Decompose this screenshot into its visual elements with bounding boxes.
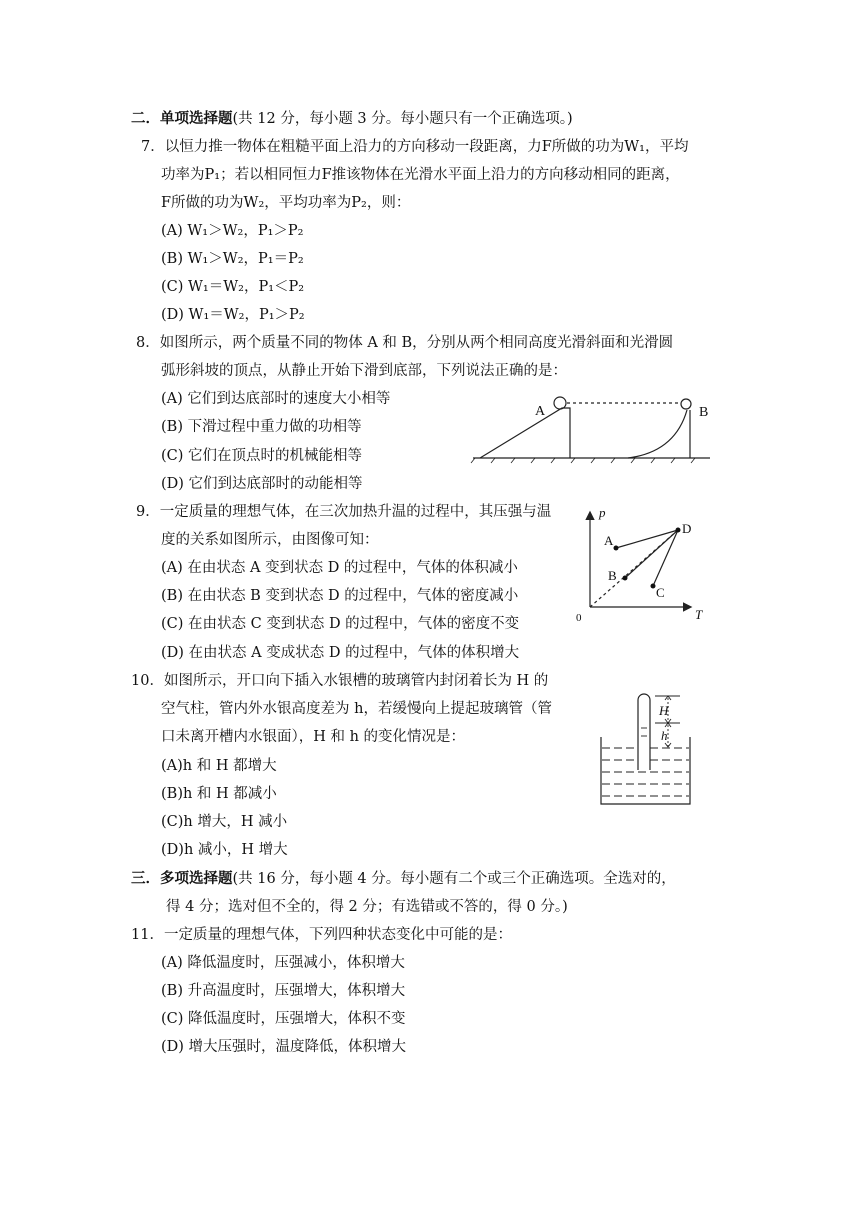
q10-option-b: (B)h 和 H 都减小 — [161, 786, 277, 802]
q8-stem-line2: 弧形斜坡的顶点，从静止开始下滑到底部，下列说法正确的是： — [161, 363, 567, 379]
label-b: B — [699, 405, 709, 420]
q11-option-c: (C) 降低温度时，压强增大，体积不变 — [161, 1011, 406, 1027]
line-c-d — [653, 530, 678, 586]
q7-stem-line1: 7．以恒力推一物体在粗糙平面上沿力的方向移动一段距离，力F所做的功为W₁，平均 — [141, 139, 689, 155]
q8-slopes-figure — [470, 392, 715, 467]
q11-option-b: (B) 升高温度时，压强增大，体积增大 — [161, 983, 406, 999]
q9-option-a: (A) 在由状态 A 变到状态 D 的过程中，气体的体积减小 — [161, 560, 518, 576]
section3-note-line2: 得 4 分；选对但不全的，得 2 分；有选错或不答的，得 0 分。) — [166, 899, 568, 915]
q7-option-a: (A) W₁＞W₂，P₁＞P₂ — [161, 223, 304, 239]
ground-hatching — [471, 458, 695, 463]
q10-tube-figure — [598, 690, 698, 808]
q7-option-d: (D) W₁＝W₂，P₁＞P₂ — [161, 307, 305, 323]
mercury-level-lines — [602, 728, 689, 796]
q10-option-d: (D)h 减小，H 增大 — [161, 842, 288, 858]
q9-pt-graph — [570, 505, 710, 625]
label-a: A — [535, 404, 546, 419]
point-label-a: A — [604, 533, 614, 548]
q10-stem-line1: 10．如图所示，开口向下插入水银槽的玻璃管内封闭着长为 H 的 — [131, 673, 549, 689]
q7-stem-line2: 功率为P₁；若以相同恒力F推该物体在光滑水平面上沿力的方向移动相同的距离， — [161, 167, 680, 183]
q8-stem-line1: 8．如图所示，两个质量不同的物体 A 和 B，分别从两个相同高度光滑斜面和光滑圆 — [136, 335, 674, 351]
q7-option-c: (C) W₁＝W₂，P₁＜P₂ — [161, 279, 305, 295]
section3-title — [131, 869, 676, 889]
point-label-d: D — [682, 521, 692, 536]
section3-note: (共 16 分，每小题 4 分。每小题有二个或三个正确选项。全选对的， — [232, 871, 676, 887]
label-air-column-h: H — [659, 703, 669, 718]
point-c — [651, 584, 656, 589]
point-label-b: B — [608, 568, 617, 583]
section2-note: (共 12 分，每小题 3 分。每小题只有一个正确选项。) — [232, 111, 573, 127]
q10-option-c: (C)h 增大，H 减小 — [161, 814, 288, 830]
q10-option-a: (A)h 和 H 都增大 — [161, 758, 277, 774]
axis-label-t: T — [695, 607, 703, 622]
incline-ramp — [480, 408, 570, 458]
q8-option-c: (C) 它们在顶点时的机械能相等 — [161, 448, 363, 464]
section3-heading: 三．多项选择题 — [131, 870, 233, 887]
q9-option-d: (D) 在由状态 A 变成状态 D 的过程中，气体的体积增大 — [161, 645, 520, 661]
axis-label-p: p — [599, 505, 606, 520]
point-d — [676, 528, 681, 533]
label-mercury-diff-h: h — [661, 728, 668, 743]
q10-stem-line2: 空气柱，管内外水银高度差为 h，若缓慢向上提起玻璃管（管 — [161, 701, 552, 717]
q11-stem: 11．一定质量的理想气体，下列四种状态变化中可能的是： — [131, 927, 512, 943]
q8-option-b: (B) 下滑过程中重力做的功相等 — [161, 419, 362, 435]
q11-option-d: (D) 增大压强时，温度降低，体积增大 — [161, 1039, 407, 1055]
glass-tube — [638, 694, 650, 770]
curved-slope — [628, 410, 687, 458]
q7-stem-line3: F所做的功为W₂，平均功率为P₂，则： — [161, 195, 411, 211]
q9-option-b: (B) 在由状态 B 变到状态 D 的过程中，气体的密度减小 — [161, 588, 519, 604]
ball-a — [554, 397, 566, 409]
q9-stem-line1: 9．一定质量的理想气体，在三次加热升温的过程中，其压强与温 — [136, 504, 552, 520]
ball-b — [681, 399, 691, 409]
point-b — [623, 576, 628, 581]
q9-option-c: (C) 在由状态 C 变到状态 D 的过程中，气体的密度不变 — [161, 616, 520, 632]
q7-option-b: (B) W₁＞W₂，P₁＝P₂ — [161, 251, 304, 267]
point-label-c: C — [656, 585, 665, 600]
q9-stem-line2: 度的关系如图所示，由图像可知： — [161, 532, 379, 548]
mercury-trough — [601, 737, 690, 804]
section2-heading: 二．单项选择题 — [131, 110, 233, 127]
q11-option-a: (A) 降低温度时，压强减小，体积增大 — [161, 955, 405, 971]
point-a — [614, 546, 619, 551]
origin-label: 0 — [576, 612, 582, 624]
q8-option-d: (D) 它们到达底部时的动能相等 — [161, 476, 363, 492]
section2-title — [131, 109, 573, 129]
q8-option-a: (A) 它们到达底部时的速度大小相等 — [161, 391, 391, 407]
q10-stem-line3: 口未离开槽内水银面），H 和 h 的变化情况是： — [161, 729, 466, 745]
